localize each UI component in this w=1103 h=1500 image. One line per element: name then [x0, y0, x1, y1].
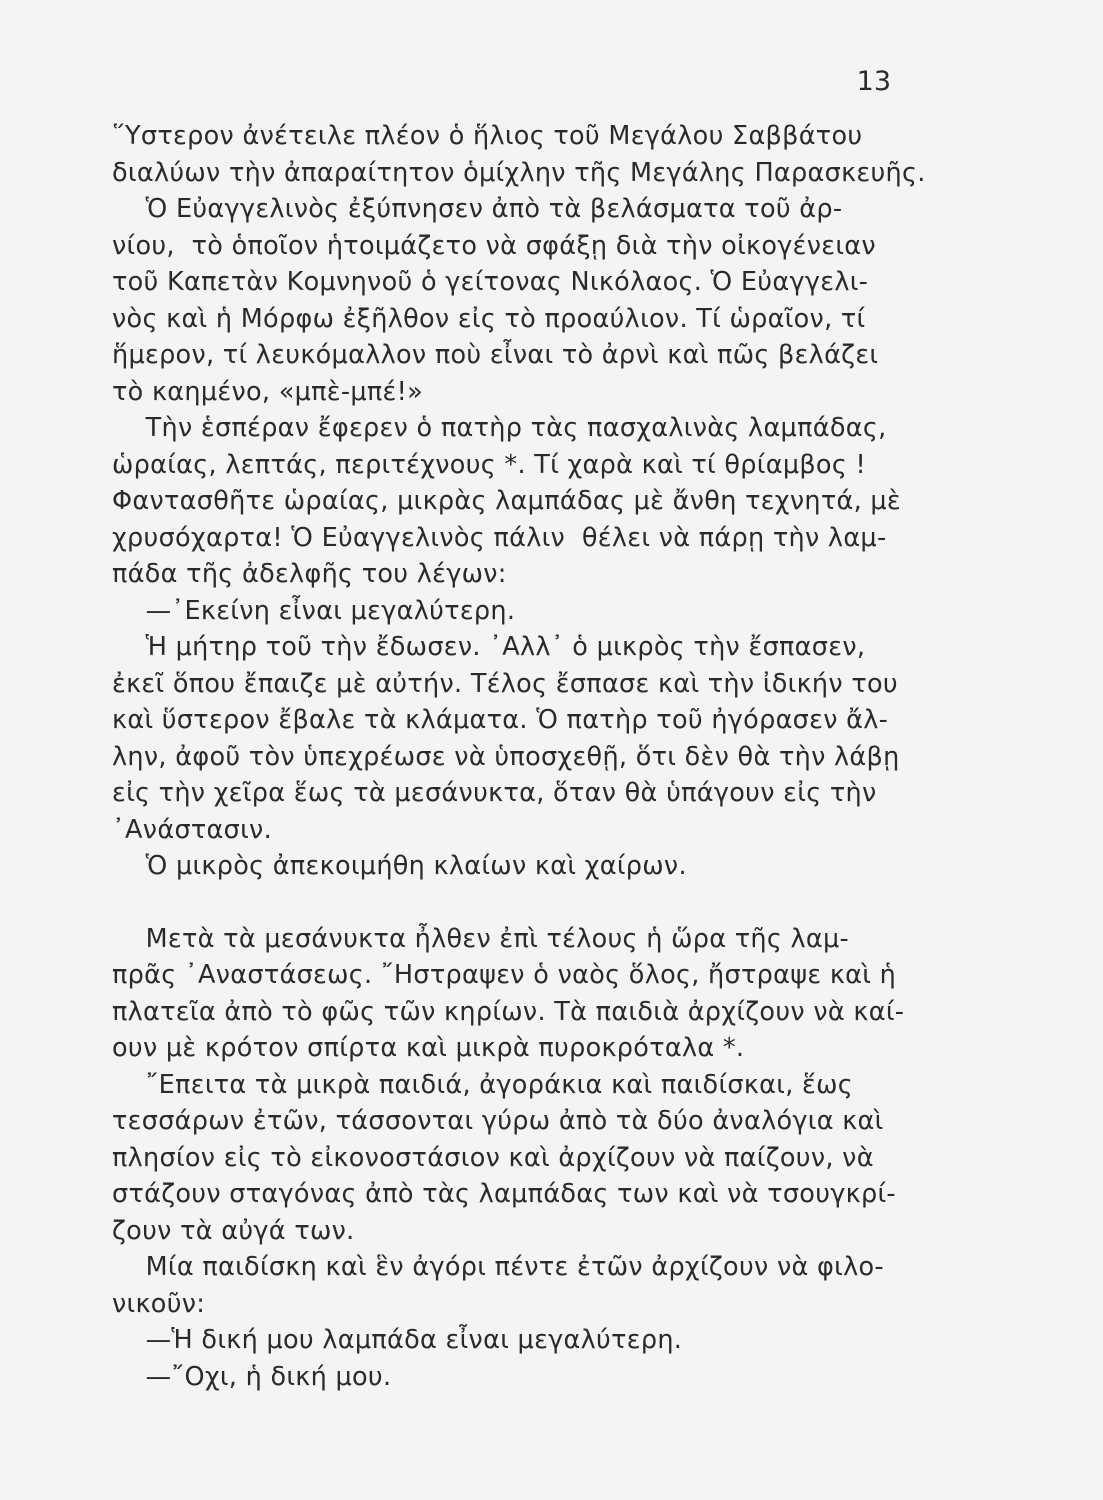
text-line: ὡραίας, λεπτάς, περιτέχνους *. Τί χαρὰ καὶ τί θρίαμβος !	[112, 449, 867, 480]
text-line: τοῦ Καπετὰν Κομνηνοῦ ὁ γείτονας Νικόλαος. Ὁ Εὐαγγελι-	[112, 267, 869, 297]
text-line: πάδα τῆς ἀδελφῆς του λέγων:	[112, 559, 507, 589]
text-line: —῎Οχι, ἡ δική μου.	[112, 1361, 392, 1392]
text-line: πρᾶς ᾿Αναστάσεως. ῎Ηστραψεν ὁ ναὸς ὅλος, ἤστραψε καὶ ἡ	[112, 960, 897, 990]
text-line: τὸ καημένο, «μπὲ-μπέ!»	[112, 376, 424, 407]
text-line: Μία παιδίσκη καὶ ἓν ἀγόρι πέντε ἐτῶν ἀρχίζουν νὰ φιλο-	[112, 1252, 884, 1282]
paragraph-gap	[112, 885, 942, 921]
text-line: Φαντασθῆτε ὡραίας, μικρὰς λαμπάδας μὲ ἄνθη τεχνητά, μὲ	[112, 486, 902, 516]
text-line: πλησίον εἰς τὸ εἰκονοστάσιον καὶ ἀρχίζουν νὰ παίζουν, νὰ	[112, 1142, 874, 1173]
text-line: Ἡ μήτηρ τοῦ τὴν ἔδωσεν. ᾿Αλλ᾿ ὁ μικρὸς τὴν ἔσπασεν,	[112, 632, 866, 662]
text-line: Μετὰ τὰ μεσάνυκτα ἦλθεν ἐπὶ τέλους ἡ ὥρα τῆς λαμ-	[112, 923, 850, 954]
text-line: ζουν τὰ αὐγά των.	[112, 1215, 355, 1246]
page-number: 13	[856, 66, 891, 97]
text-line: νικοῦν:	[112, 1288, 206, 1319]
text-line: ἥμερον, τί λευκόμαλλον ποὺ εἶναι τὸ ἀρνὶ καὶ πῶς βελάζει	[112, 340, 879, 370]
text-line: καὶ ὕστερον ἔβαλε τὰ κλάματα. Ὁ πατὴρ τοῦ ἠγόρασεν ἄλ-	[112, 705, 889, 735]
text-line: διαλύων τὴν ἀπαραίτητον ὁμίχλην τῆς Μεγάλης Παρασκευῆς.	[112, 157, 926, 188]
text-line: εἰς τὴν χεῖρα ἕως τὰ μεσάνυκτα, ὅταν θὰ ὑπάγουν εἰς τὴν	[112, 778, 877, 808]
text-line: Ὁ μικρὸς ἀπεκοιμήθη κλαίων καὶ χαίρων.	[112, 851, 687, 881]
text-line: τεσσάρων ἐτῶν, τάσσονται γύρω ἀπὸ τὰ δύο ἀναλόγια καὶ	[112, 1106, 884, 1136]
text-line: νίου, τὸ ὁποῖον ἡτοιμάζετο νὰ σφάξῃ διὰ τὴν οἰκογένειαν	[112, 230, 876, 261]
text-line: λην, ἀφοῦ τὸν ὑπεχρέωσε νὰ ὑποσχεθῇ, ὅτι δὲν θὰ τὴν λάβῃ	[112, 741, 900, 772]
text-line: στάζουν σταγόνας ἀπὸ τὰς λαμπάδας των καὶ νὰ τσουγκρί-	[112, 1179, 896, 1209]
text-line: ῎Επειτα τὰ μικρὰ παιδιά, ἀγοράκια καὶ παιδίσκαι, ἕως	[112, 1069, 854, 1100]
text-line: ᾿Ανάστασιν.	[112, 814, 273, 845]
text-line: —Ἡ δική μου λαμπάδα εἶναι μεγαλύτερη.	[112, 1325, 683, 1355]
text-line: ῞Υστερον ἀνέτειλε πλέον ὁ ἥλιος τοῦ Μεγάλου Σαββάτου	[112, 121, 863, 151]
text-line: πλατεῖα ἀπὸ τὸ φῶς τῶν κηρίων. Τὰ παιδιὰ ἀρχίζουν νὰ καί-	[112, 996, 905, 1027]
text-line: —᾿Εκείνη εἶναι μεγαλύτερη.	[112, 595, 516, 626]
text-line: ἐκεῖ ὅπου ἔπαιζε μὲ αὐτήν. Τέλος ἔσπασε καὶ τὴν ἰδικήν του	[112, 668, 898, 699]
body-text	[112, 118, 942, 1395]
text-line: Τὴν ἑσπέραν ἔφερεν ὁ πατὴρ τὰς πασχαλινὰς λαμπάδας,	[112, 413, 887, 443]
text-line: Ὁ Εὐαγγελινὸς ἐξύπνησεν ἀπὸ τὰ βελάσματα τοῦ ἀρ-	[112, 194, 843, 224]
text-line: ουν μὲ κρότον σπίρτα καὶ μικρὰ πυροκρόταλα *.	[112, 1033, 745, 1063]
text-line: χρυσόχαρτα! Ὁ Εὐαγγελινὸς πάλιν θέλει νὰ πάρῃ τὴν λαμ-	[112, 522, 887, 553]
text-line: νὸς καὶ ἡ Μόρφω ἐξῆλθον εἰς τὸ προαύλιον. Τί ὡραῖον, τί	[112, 303, 866, 334]
